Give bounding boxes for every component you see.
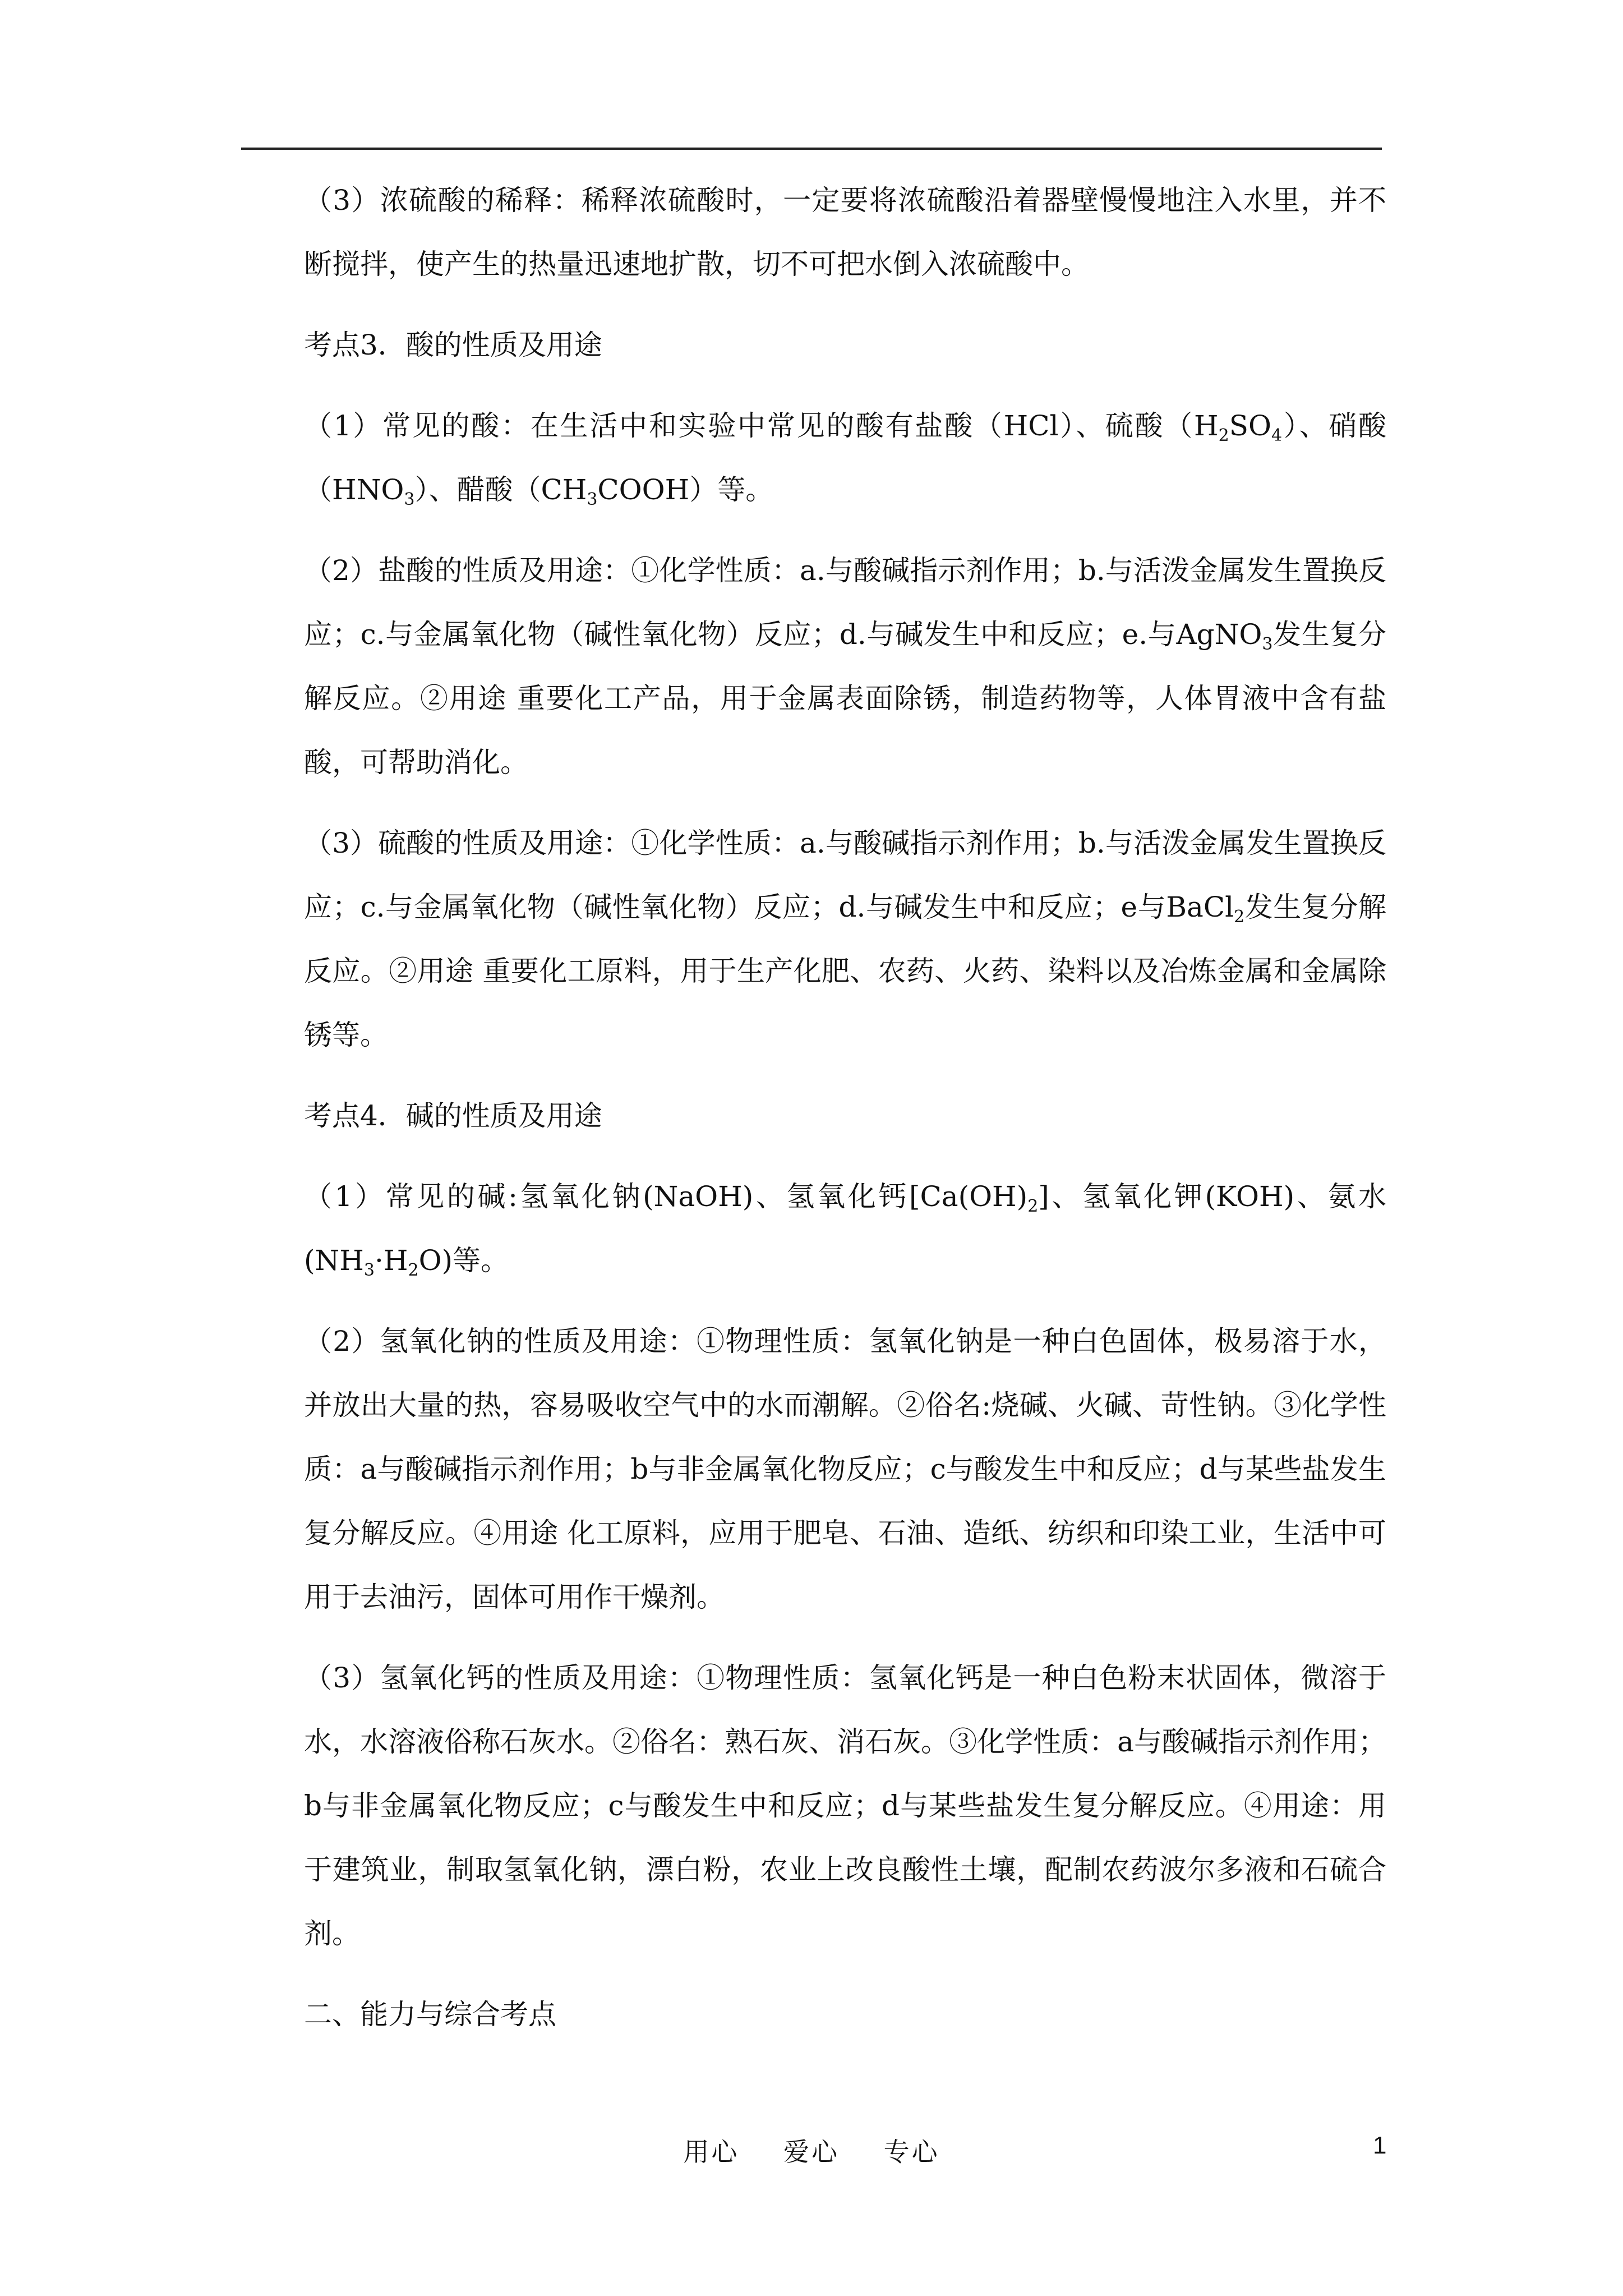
footer-word: 用心 [683,2137,740,2167]
paragraph-dilution: （3）浓硫酸的稀释：稀释浓硫酸时，一定要将浓硫酸沿着器壁慢慢地注入水里，并不断搅拌，使产生的热量迅速地扩散，切不可把水倒入浓硫酸中。 [304,184,1386,280]
footer-word: 爱心 [783,2137,840,2167]
footer-word: 专心 [883,2137,940,2167]
paragraph-sulfuric-acid: （3）硫酸的性质及用途：①化学性质：a.与酸碱指示剂作用；b.与活泼金属发生置换反应；c.与金属氧化物（碱性氧化物）反应；d.与碱发生中和反应；e与BaCl$_2$发生复分解反应。②用途 重要化工原料，用于生产化肥、农药、火药、染料以及冶炼金属和金属除锈等。 [304,827,1387,1051]
heading-kaodian-4: 考点4．碱的性质及用途 [304,1099,602,1132]
heading-section-2: 二、能力与综合考点 [304,1998,556,2031]
page-content [304,168,1386,2063]
paragraph-common-acids: （1）常见的酸：在生活中和实验中常见的酸有盐酸（HCl）、硫酸$(H_2SO_4)$、硝酸$(HNO_3)$、醋酸$(CH_3COOH)$等。 [304,409,1387,509]
paragraph-sodium-hydroxide: （2）氢氧化钠的性质及用途：①物理性质：氢氧化钠是一种白色固体，极易溶于水，并放出大量的热，容易吸收空气中的水而潮解。②俗名:烧碱、火碱、苛性钠。③化学性质：a与酸碱指示剂作用；b与非金属氧化物反应；c与酸发生中和反应；d与某些盐发生复分解反应。④用途 化工原料，应用于肥皂、石油、造纸、纺织和印染工业，生活中可用于去油污，固体可用作干燥剂。 [304,1325,1386,1613]
page-number: 1 [1373,2132,1387,2159]
paragraph-common-bases: （1）常见的碱:氢氧化钠(NaOH)、氢氧化钙$[Ca(OH)_2]$、氢氧化钾(KOH)、氨水$(NH_3\cdot H_2O)$等。 [304,1180,1386,1280]
paragraph-hydrochloric-acid: （2）盐酸的性质及用途：①化学性质：a.与酸碱指示剂作用；b.与活泼金属发生置换反应；c.与金属氧化物（碱性氧化物）反应；d.与碱发生中和反应；e.与AgNO$_3$发生复分解反应。②用途 重要化工产品，用于金属表面除锈，制造药物等，人体胃液中含有盐酸，可帮助消化。 [304,554,1387,779]
header-rule [241,148,1382,150]
heading-kaodian-3: 考点3．酸的性质及用途 [304,329,602,361]
paragraph-calcium-hydroxide: （3）氢氧化钙的性质及用途：①物理性质：氢氧化钙是一种白色粉末状固体，微溶于水，水溶液俗称石灰水。②俗名：熟石灰、消石灰。③化学性质：a与酸碱指示剂作用；b与非金属氧化物反应；c与酸发生中和反应；d与某些盐发生复分解反应。④用途：用于建筑业，制取氢氧化钠，漂白粉，农业上改良酸性土壤，配制农药波尔多液和石硫合剂。 [304,1662,1386,1950]
